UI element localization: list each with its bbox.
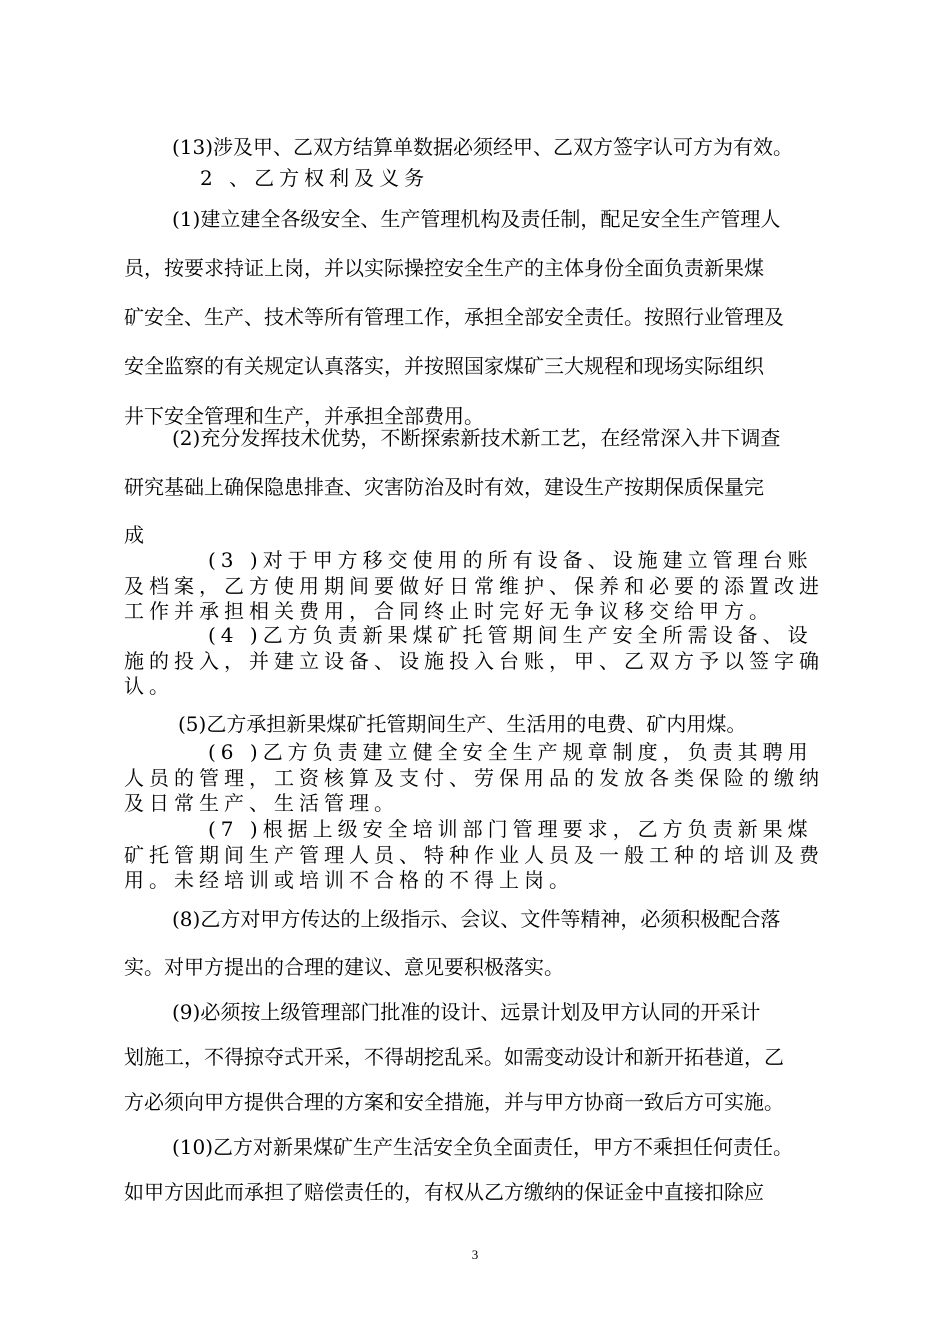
clause-8-line-1: (8)乙方对甲方传达的上级指示、会议、文件等精神，必须积极配合落 xyxy=(172,907,781,931)
clause-3-line-2: 及档案，乙方使用期间要做好日常维护、保养和必要的添置改进 xyxy=(124,574,824,598)
clause-8-line-2: 实。对甲方提出的合理的建议、意见要积极落实。 xyxy=(124,955,564,979)
clause-1-line-4: 安全监察的有关规定认真落实，并按照国家煤矿三大规程和现场实际组织 xyxy=(124,354,764,378)
clause-1-line-3: 矿安全、生产、技术等所有管理工作，承担全部安全责任。按照行业管理及 xyxy=(124,305,784,329)
clause-13-line-1: (13)涉及甲、乙双方结算单数据必须经甲、乙双方签字认可方为有效。 xyxy=(172,135,794,159)
clause-6-line-2: 人员的管理，工资核算及支付、劳保用品的发放各类保险的缴纳 xyxy=(124,766,824,790)
clause-9-line-3: 方必须向甲方提供合理的方案和安全措施，并与甲方协商一致后方可实施。 xyxy=(124,1090,784,1114)
clause-10-line-1: (10)乙方对新果煤矿生产生活安全负全面责任，甲方不乘担任何责任。 xyxy=(172,1135,794,1159)
clause-1-line-2: 员，按要求持证上岗，并以实际操控安全生产的主体身份全面负责新果煤 xyxy=(124,256,764,280)
clause-9-line-1: (9)必须按上级管理部门批准的设计、远景计划及甲方认同的开采计 xyxy=(172,1000,761,1024)
clause-5-line-1: (5)乙方承担新果煤矿托管期间生产、生活用的电费、矿内用煤。 xyxy=(178,712,747,736)
clause-2-line-3: 成 xyxy=(124,523,144,547)
clause-7-line-2: 矿托管期间生产管理人员、特种作业人员及一般工种的培训及费 xyxy=(124,843,824,867)
clause-3-line-3: 工作并承担相关费用，合同终止时完好无争议移交给甲方。 xyxy=(124,599,774,623)
clause-7-line-1: (7 )根据上级安全培训部门管理要求，乙方负责新果煤 xyxy=(208,817,813,841)
clause-2-line-2: 研究基础上确保隐患排查、灾害防治及时有效，建设生产按期保质保量完 xyxy=(124,475,764,499)
section-2-heading: 2 、乙方权利及义务 xyxy=(200,166,430,190)
clause-4-line-1: (4 )乙方负责新果煤矿托管期间生产安全所需设备、设 xyxy=(208,623,813,647)
clause-4-line-2: 施的投入，并建立设备、设施投入台账，甲、乙双方予以签字确 xyxy=(124,649,824,673)
clause-1-line-1: (1)建立建全各级安全、生产管理机构及责任制，配足安全生产管理人 xyxy=(172,207,781,231)
clause-9-line-2: 划施工，不得掠夺式开采，不得胡挖乱采。如需变动设计和新开拓巷道，乙 xyxy=(124,1045,784,1069)
clause-4-line-3: 认。 xyxy=(124,674,174,698)
clause-6-line-3: 及日常生产、生活管理。 xyxy=(124,791,399,815)
clause-6-line-1: (6 )乙方负责建立健全安全生产规章制度，负责其聘用 xyxy=(208,740,813,764)
clause-3-line-1: (3 )对于甲方移交使用的所有设备、设施建立管理台账 xyxy=(208,548,813,572)
page-number: 3 xyxy=(471,1247,479,1262)
clause-7-line-3: 用。未经培训或培训不合格的不得上岗。 xyxy=(124,868,574,892)
clause-10-line-2: 如甲方因此而承担了赔偿责任的，有权从乙方缴纳的保证金中直接扣除应 xyxy=(124,1180,764,1204)
clause-1-line-5: 井下安全管理和生产，并承担全部费用。 xyxy=(124,404,484,428)
clause-2-line-1: (2)充分发挥技术优势，不断探索新技术新工艺，在经常深入井下调查 xyxy=(172,426,781,450)
